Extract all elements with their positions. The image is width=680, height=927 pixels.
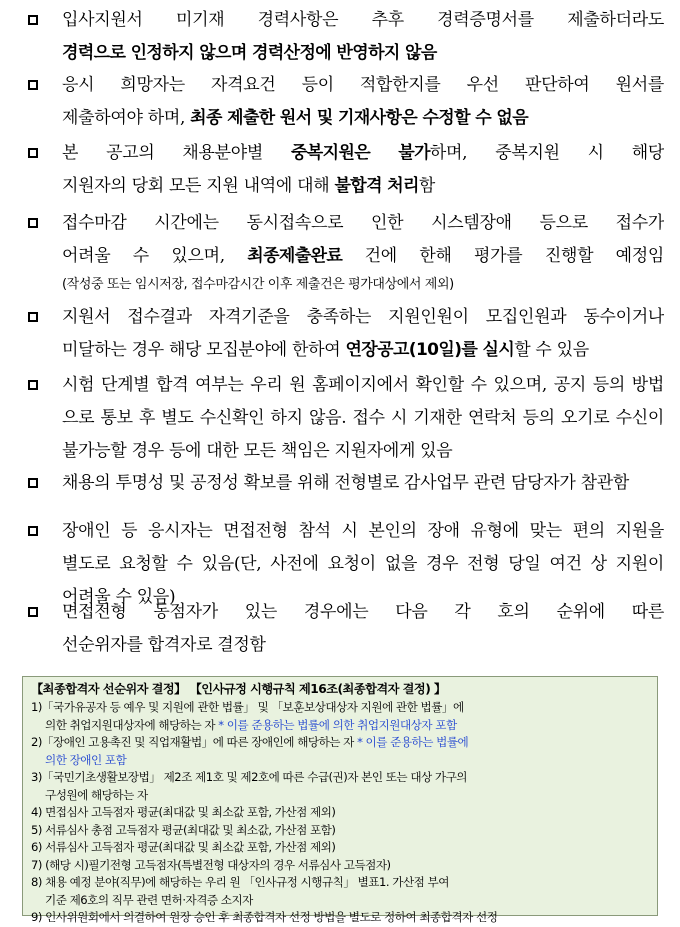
checkbox-bullet-icon: [28, 80, 38, 90]
notice-item: [28, 137, 664, 203]
notice-text: 지원자의 당회 모든 지원 내역에 대해: [62, 176, 335, 196]
notice-item-line: [28, 240, 664, 273]
emphasis-text: 연장공고(10일)를 실시: [345, 340, 515, 360]
emphasis-text: 최종제출완료: [247, 246, 343, 266]
notice-item-line: [28, 596, 664, 629]
checkbox-bullet-icon: [28, 148, 38, 158]
notice-item: [28, 467, 664, 500]
checkbox-bullet-icon: [28, 380, 38, 390]
notice-item-note: [28, 273, 664, 297]
checkbox-bullet-icon: [28, 478, 38, 488]
tiebreak-rules-list: [31, 699, 651, 927]
notice-item-line: [28, 548, 664, 581]
rule-entry: [31, 734, 651, 752]
notice-item-line: [28, 334, 664, 367]
notice-item: [28, 69, 664, 135]
notice-text: 선순위자를 합격자로 결정함: [62, 635, 266, 655]
rule-note-text: * 이를 준용하는 법률에 의한 취업지원대상자 포함: [218, 717, 457, 732]
rule-entry: [31, 699, 651, 717]
rule-entry: [31, 822, 651, 840]
rule-text: 기준 제6호의 직무 관련 면허·자격증 소지자: [45, 892, 253, 907]
notice-text: (작성중 또는 임시저장, 접수마감시간 이후 제출건은 평가대상에서 제외): [62, 277, 454, 292]
rule-text: 7) (해당 시)필기전형 고득점자(특별전형 대상자의 경우 서류심사 고득점자): [31, 857, 391, 872]
notice-item-line: [28, 102, 664, 135]
rule-text: 1)「국가유공자 등 예우 및 지원에 관한 법률」 및 「보훈보상대상자 지원에 관한 법률」에: [31, 700, 464, 714]
notice-text: 제출하여야 하며,: [62, 108, 191, 128]
rule-continuation: [31, 892, 651, 910]
notice-item-line: [28, 369, 664, 402]
notice-item: [28, 596, 664, 662]
rule-continuation: [31, 717, 651, 735]
notice-item-line: [28, 137, 664, 170]
notice-item: [28, 301, 664, 367]
checkbox-bullet-icon: [28, 15, 38, 25]
notice-text: 면접전형 동점자가 있는 경우에는 다음 각 호의 순위에 따른: [62, 602, 664, 622]
rule-text: 구성원에 해당하는 자: [45, 787, 148, 802]
notice-item: [28, 207, 664, 297]
notice-text: 미달하는 경우 해당 모집분야에 한하여: [62, 340, 346, 360]
rule-text: 5) 서류심사 총점 고득점자 평균(최대값 및 최소값, 가산점 포함): [31, 822, 336, 837]
notice-item-line: [28, 69, 664, 102]
checkbox-bullet-icon: [28, 607, 38, 617]
rule-entry: [31, 909, 651, 927]
notice-item: [28, 4, 664, 70]
notice-text: 으로 통보 후 별도 수신확인 하지 않음. 접수 시 기재한 연락처 등의 오기로 수신이: [62, 408, 664, 428]
notice-item-line: [28, 467, 664, 500]
notice-text: 지원서 접수결과 자격기준을 충족하는 지원인원이 모집인원과 동수이거나: [62, 307, 664, 327]
notice-text: 어려울 수 있음): [62, 587, 176, 607]
checkbox-bullet-icon: [28, 526, 38, 536]
notice-item-line: [28, 207, 664, 240]
emphasis-text: 중복지원은 불가: [290, 143, 430, 163]
notice-item-line: [28, 37, 664, 70]
notice-text: 접수마감 시간에는 동시접속으로 인한 시스템장애 등으로 접수가: [62, 213, 664, 233]
notice-text: 채용의 투명성 및 공정성 확보를 위해 전형별로 감사업무 관련 담당자가 참관함: [62, 473, 629, 493]
checkbox-bullet-icon: [28, 218, 38, 228]
rule-continuation: [31, 752, 651, 770]
rule-entry: [31, 839, 651, 857]
notice-item-line: [28, 170, 664, 203]
notice-text: 응시 희망자는 자격요건 등이 적합한지를 우선 판단하여 원서를: [62, 75, 664, 95]
notice-item-line: [28, 435, 664, 468]
rule-entry: [31, 769, 651, 787]
tiebreak-rules-box: [22, 676, 658, 924]
rule-entry: [31, 857, 651, 875]
rule-text: 3)「국민기초생활보장법」 제2조 제1호 및 제2호에 따른 수급(권)자 본인 또는 대상 가구의: [31, 770, 468, 784]
tiebreak-rules-title: 【최종합격자 선순위자 결정】 【인사규정 시행규칙 제16조(최종합격자 결정) 】: [31, 682, 446, 696]
notice-text: 시험 단계별 합격 여부는 우리 원 홈페이지에서 확인할 수 있으며, 공지 등의 방법: [62, 375, 664, 395]
notice-text: 불가능할 경우 등에 대한 모든 책임은 지원자에게 있음: [62, 441, 453, 461]
rule-text: 2)「장애인 고용촉진 및 직업재활법」에 따른 장애인에 해당하는 자: [31, 735, 358, 749]
notice-text: 입사지원서 미기재 경력사항은 추후 경력증명서를 제출하더라도: [62, 10, 664, 30]
rule-text: 8) 채용 예정 분야(직무)에 해당하는 우리 원 「인사규정 시행규칙」 별표1. 가산점 부여: [31, 875, 449, 889]
notice-text: 하며, 중복지원 시 해당: [429, 143, 664, 163]
rule-text: 의한 취업지원대상자에 해당하는 자: [45, 717, 219, 732]
notice-text: 할 수 있음: [514, 340, 589, 360]
rule-text: 6) 서류심사 고득점자 평균(최대값 및 최소값 포함, 가산점 제외): [31, 840, 336, 854]
checkbox-bullet-icon: [28, 312, 38, 322]
notice-item-line: [28, 4, 664, 37]
emphasis-text: 불합격 처리: [334, 176, 419, 196]
rule-note-text: * 이를 준용하는 법률에: [357, 735, 469, 749]
notice-text: 본 공고의 채용분야별: [62, 143, 291, 163]
emphasis-text: 최종 제출한 원서 및 기재사항은 수정할 수 없음: [190, 108, 529, 128]
rule-entry: [31, 874, 651, 892]
rule-text: 4) 면접심사 고득점자 평균(최대값 및 최소값 포함, 가산점 제외): [31, 805, 336, 819]
notice-item-line: [28, 402, 664, 435]
rule-note-text: 의한 장애인 포함: [45, 752, 127, 767]
notice-text: 별도로 요청할 수 있음(단, 사전에 요청이 없을 경우 전형 당일 여건 상 지원이: [62, 554, 664, 574]
notice-text: 어려울 수 있으며,: [62, 246, 248, 266]
notice-item: [28, 369, 664, 468]
rule-entry: [31, 804, 651, 822]
notice-item-line: [28, 515, 664, 548]
emphasis-text: 경력으로 인정하지 않으며 경력산정에 반영하지 않음: [62, 43, 437, 63]
rule-continuation: [31, 787, 651, 805]
notice-item-line: [28, 301, 664, 334]
notice-item-line: [28, 629, 664, 662]
notice-text: 함: [418, 176, 436, 196]
notice-text: 장애인 등 응시자는 면접전형 참석 시 본인의 장애 유형에 맞는 편의 지원을: [62, 521, 664, 541]
rule-text: 9) 인사위원회에서 의결하여 원장 승인 후 최종합격자 선정 방법을 별도로 정하여 최종합격자 선정: [31, 910, 498, 924]
notice-text: 건에 한해 평가를 진행할 예정임: [342, 246, 664, 266]
